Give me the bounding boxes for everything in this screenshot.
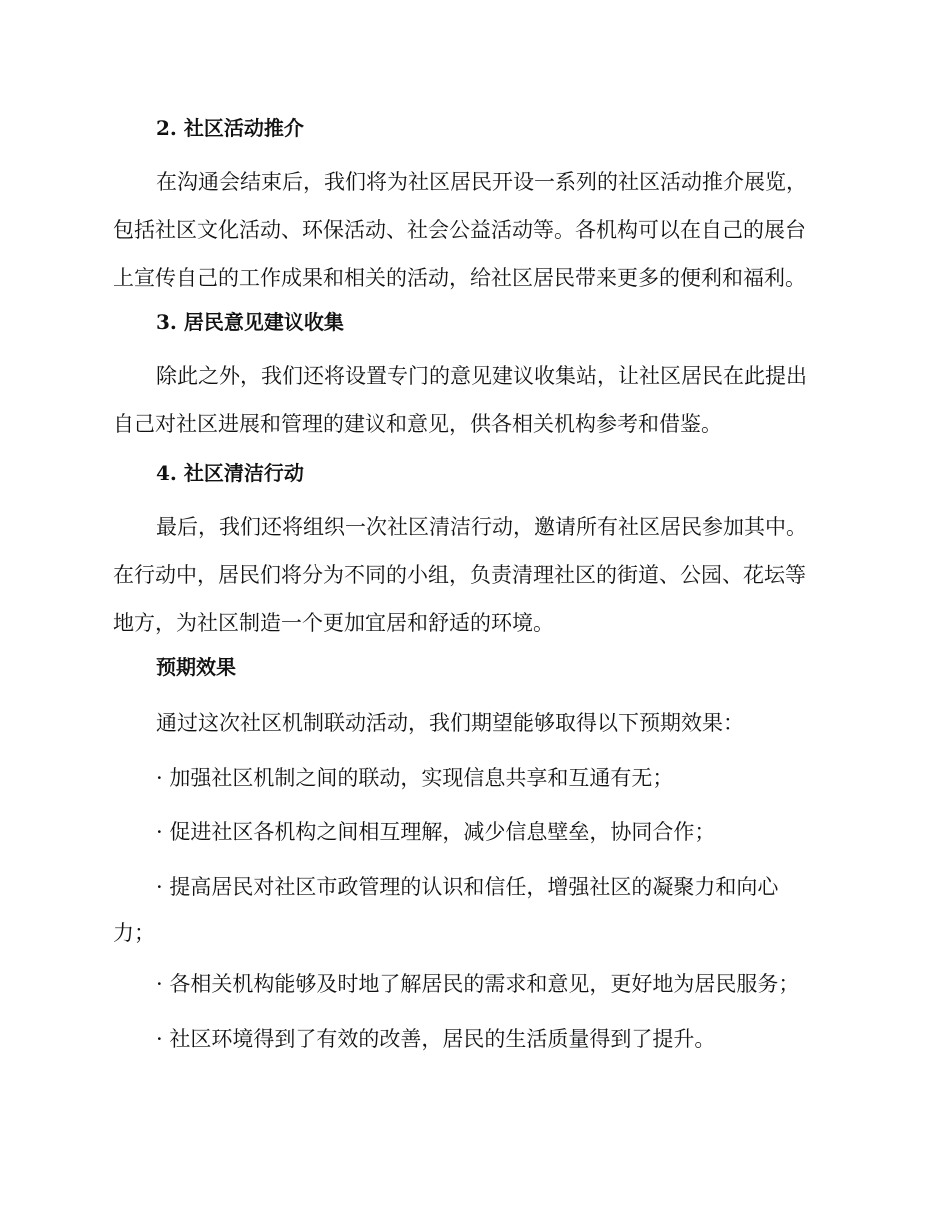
- section-paragraph-3: [113, 352, 833, 448]
- paragraph-line: 在行动中，居民们将分为不同的小组，负责清理社区的街道、公园、花坛等: [113, 563, 806, 587]
- effects-heading: 预期效果: [156, 655, 236, 679]
- effects-bullet-continuation: 力；: [113, 921, 155, 945]
- effects-bullet: · 提高居民对社区市政管理的认识和信任，增强社区的凝聚力和向心: [156, 875, 779, 899]
- paragraph-line: 最后，我们还将组织一次社区清洁行动，邀请所有社区居民参加其中。: [156, 515, 807, 539]
- section-paragraph-2: [113, 158, 833, 302]
- paragraph-line: 地方，为社区制造一个更加宜居和舒适的环境。: [113, 611, 554, 635]
- effects-bullet-wrapped: [113, 864, 833, 956]
- paragraph-line: 自己对社区进展和管理的建议和意见，供各相关机构参考和借鉴。: [113, 412, 722, 436]
- section-heading-2: 2. 社区活动推介: [156, 116, 304, 140]
- section-heading-3: 3. 居民意见建议收集: [156, 310, 344, 334]
- paragraph-line: 上宣传自己的工作成果和相关的活动，给社区居民带来更多的便利和福利。: [113, 266, 806, 290]
- effects-bullet: · 促进社区各机构之间相互理解，减少信息壁垒，协同合作；: [156, 820, 716, 844]
- effects-bullet: · 各相关机构能够及时地了解居民的需求和意见，更好地为居民服务；: [156, 972, 800, 996]
- section-heading-4: 4. 社区清洁行动: [156, 461, 304, 485]
- paragraph-line: 包括社区文化活动、环保活动、社会公益活动等。各机构可以在自己的展台: [113, 218, 806, 242]
- effects-bullet: · 加强社区机制之间的联动，实现信息共享和互通有无；: [156, 766, 674, 790]
- paragraph-line: 除此之外，我们还将设置专门的意见建议收集站，让社区居民在此提出: [156, 364, 807, 388]
- effects-intro: 通过这次社区机制联动活动，我们期望能够取得以下预期效果：: [156, 711, 744, 735]
- effects-bullet: · 社区环境得到了有效的改善，居民的生活质量得到了提升。: [156, 1027, 716, 1051]
- section-paragraph-4: [113, 503, 833, 647]
- paragraph-line: 在沟通会结束后，我们将为社区居民开设一系列的社区活动推介展览，: [156, 170, 807, 194]
